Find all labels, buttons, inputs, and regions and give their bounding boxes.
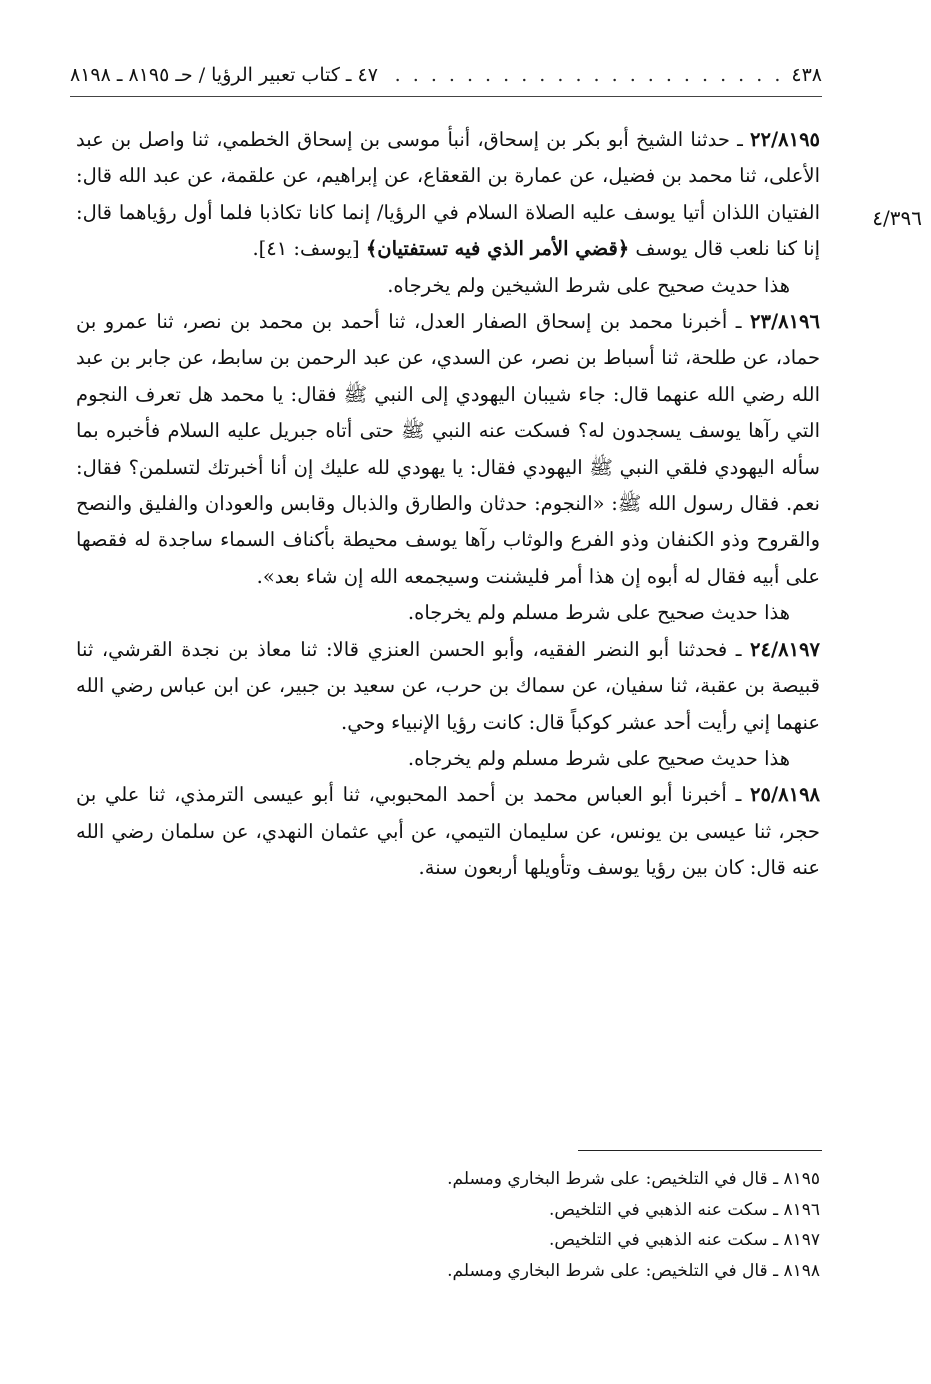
hadith-number: ٢٤/٨١٩٧	[750, 637, 820, 661]
footnote: ٨١٩٦ ـ سكت عنه الذهبي في التلخيص.	[548, 1199, 820, 1220]
hadith-text: ـ فحدثنا أبو النضر الفقيه، وأبو الحسن العنزي قالا: ثنا معاذ بن نجدة القرشي، ثنا قبيصة بن عقبة، ثنا سفيان، عن سماك بن حرب، عن سعيد بن جبير، عن ابن عباس رضي الله عنهما إني رأيت أحد عشر كوكباً قال: كانت رؤيا الإنبياء وحي.	[76, 637, 820, 734]
quran-reference: [يوسف: ٤١].	[252, 237, 360, 261]
hadith-number: ٢٥/٨١٩٨	[750, 783, 821, 807]
footnote: ٨١٩٧ ـ سكت عنه الذهبي في التلخيص.	[548, 1230, 820, 1250]
footnote: ٨١٩٨ ـ قال في التلخيص: على شرط البخاري ومسلم.	[447, 1260, 820, 1281]
main-text	[76, 122, 820, 887]
header-rule	[70, 96, 822, 97]
hadith-number: ٢٢/٨١٩٥	[750, 128, 821, 151]
hadith-entry	[76, 304, 820, 595]
footnotes	[76, 1164, 820, 1286]
page-number: ٤٣٨	[791, 64, 822, 86]
footnote: ٨١٩٥ ـ قال في التلخيص: على شرط البخاري ومسلم.	[447, 1169, 820, 1189]
hadith-entry	[76, 632, 820, 741]
quran-quote: ﴿قضي الأمر الذي فيه تستفتيان﴾	[365, 237, 630, 261]
hadith-entry	[76, 122, 820, 268]
hadith-entry	[76, 777, 820, 886]
hadith-text: ـ حدثنا الشيخ أبو بكر بن إسحاق، أنبأ موسى بن إسحاق الخطمي، ثنا واصل بن عبد الأعلى، ثنا محمد بن فضيل، عن عمارة بن القعقاع، عن إبراهيم، عن علقمة، عن عبد الله قال: الفتيان اللذان أتيا يوسف عليه الصلاة السلام في الرؤيا/ إنما كانا تكاذبا فلما أول رؤياهما قال: إنا كنا نلعب قال يوسف	[76, 128, 820, 261]
hadith-text: ـ أخبرنا محمد بن إسحاق الصفار العدل، ثنا أحمد بن محمد بن نصر، ثنا عمرو بن حماد، عن طلحة، ثنا أسباط بن نصر، عن السدي، عن عبد الرحمن بن سابط، عن جابر بن عبد الله رضي الله عنهما قال: جاء شيبان اليهودي إلى النبي ﷺ فقال: يا محمد هل تعرف النجوم التي رآها يوسف يسجدون له؟ فسكت عنه النبي ﷺ حتى أتاه جبريل عليه السلام فأخبره بما سأله اليهودي فلقي النبي ﷺ اليهودي فقال: يا يهودي لله عليك إن أنا أخبرتك لتسلمن؟ فقال: نعم. فقال رسول الله ﷺ: «النجوم: حدثان والطارق والذبال وقابس والعودان والفليق والنصح والقروح وذو الكنفان وذو الفرع والوثاب رآها يوسف محيطة بأكناف السماء ساجدة له فقصها على أبيه فقال له أبوه إن هذا أمر فليشنت وسيجمعه الله إن شاء بعد».	[76, 310, 820, 588]
hadith-verdict: هذا حديث صحيح على شرط مسلم ولم يخرجاه.	[407, 601, 790, 625]
margin-reference: ٤/٣٩٦	[872, 206, 922, 230]
running-title: ٤٧ ـ كتاب تعبير الرؤيا / حـ ٨١٩٥ ـ ٨١٩٨	[70, 64, 378, 86]
footnote-rule	[578, 1150, 822, 1151]
dot-leader	[386, 60, 783, 90]
hadith-text: ـ أخبرنا أبو العباس محمد بن أحمد المحبوبي، ثنا أبو عيسى الترمذي، ثنا علي بن حجر، ثنا عيسى بن يونس، عن سليمان التيمي، عن أبي عثمان النهدي، عن سلمان رضي الله عنه قال: كان بين رؤيا يوسف وتأويلها أربعون سنة.	[76, 783, 820, 880]
hadith-verdict: هذا حديث صحيح على شرط مسلم ولم يخرجاه.	[407, 746, 790, 770]
hadith-number: ٢٣/٨١٩٦	[750, 310, 820, 334]
hadith-verdict: هذا حديث صحيح على شرط الشيخين ولم يخرجاه.	[387, 273, 790, 297]
running-head	[70, 60, 822, 90]
